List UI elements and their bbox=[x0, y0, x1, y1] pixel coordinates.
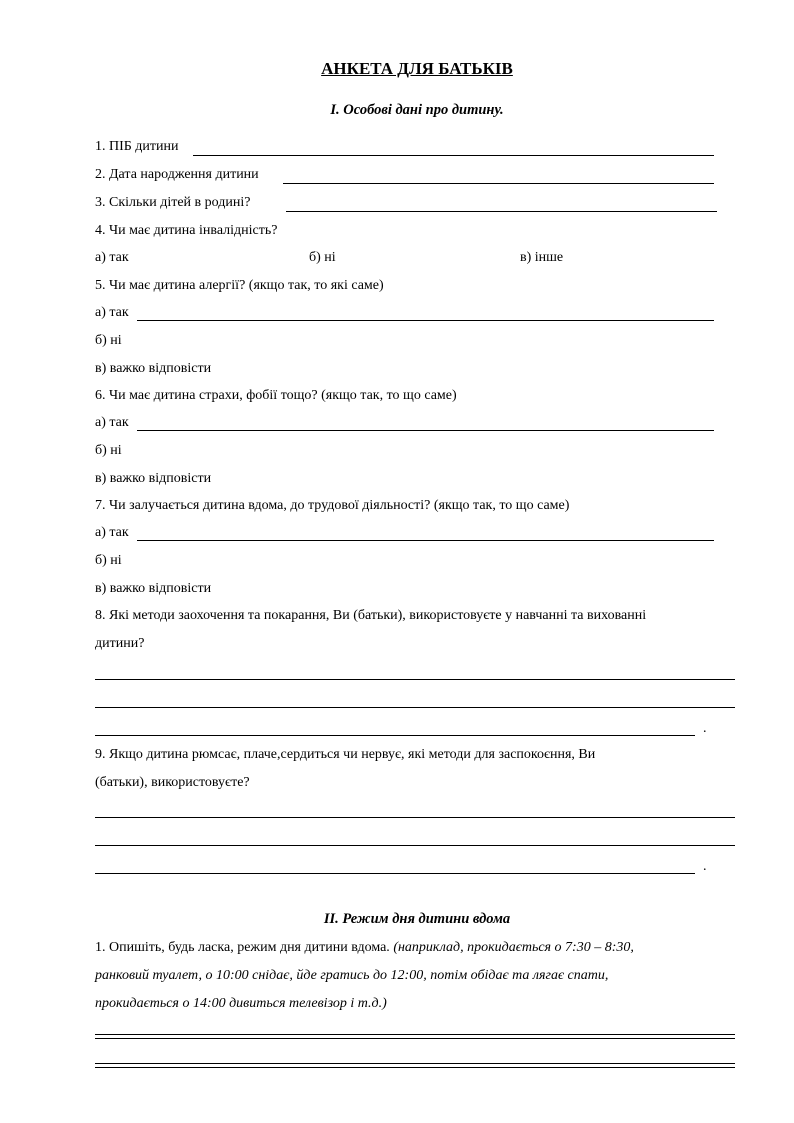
q6-option-yes[interactable]: а) так bbox=[95, 415, 129, 430]
q8-answer-line-1[interactable] bbox=[95, 679, 735, 680]
page-title: АНКЕТА ДЛЯ БАТЬКІВ bbox=[321, 59, 513, 78]
question-4-label: 4. Чи має дитина інвалідність? bbox=[95, 223, 278, 238]
question-2-label: 2. Дата народження дитини bbox=[95, 167, 259, 182]
question-7-label: 7. Чи залучається дитина вдома, до трудової діяльності? (якщо так, то що саме) bbox=[95, 498, 570, 513]
q5-option-no[interactable]: б) ні bbox=[95, 333, 122, 348]
daily-routine-answer-line-2[interactable] bbox=[95, 1063, 735, 1068]
q5-option-hard-to-answer[interactable]: в) важко відповісти bbox=[95, 361, 212, 376]
q4-option-yes[interactable]: а) так bbox=[95, 250, 129, 265]
q8-answer-line-3[interactable] bbox=[95, 735, 695, 736]
question-8-label-line-1: 8. Які методи заохочення та покарання, Ви (батьки), використовуєте у навчанні та вихованні bbox=[95, 608, 647, 623]
question-1-label: 1. ПІБ дитини bbox=[95, 139, 179, 154]
q4-option-other[interactable]: в) інше bbox=[520, 250, 564, 265]
q8-answer-line-2[interactable] bbox=[95, 707, 735, 708]
daily-routine-intro: 1. Опишіть, будь ласка, режим дня дитини вдома. bbox=[95, 940, 390, 955]
question-5-label: 5. Чи має дитина алергії? (якщо так, то які саме) bbox=[95, 278, 384, 293]
q9-end-period: . bbox=[703, 859, 707, 874]
q7-option-hard-to-answer[interactable]: в) важко відповісти bbox=[95, 581, 212, 596]
daily-routine-example-2: ранковий туалет, о 10:00 снідає, йде гратись до 12:00, потім обідає та лягає спати, bbox=[95, 968, 609, 983]
q4-option-no[interactable]: б) ні bbox=[309, 250, 336, 265]
q9-answer-line-3[interactable] bbox=[95, 873, 695, 874]
section-2-heading: II. Режим дня дитини вдома bbox=[323, 911, 511, 927]
question-9-label-line-2: (батьки), використовуєте? bbox=[95, 775, 250, 790]
chores-answer-line[interactable] bbox=[137, 540, 714, 541]
question-6-label: 6. Чи має дитина страхи, фобії тощо? (якщо так, то що саме) bbox=[95, 388, 457, 403]
q9-answer-line-1[interactable] bbox=[95, 817, 735, 818]
question-3-label: 3. Скільки дітей в родині? bbox=[95, 195, 251, 210]
birth-date-answer-line[interactable] bbox=[283, 183, 714, 184]
fears-answer-line[interactable] bbox=[137, 430, 714, 431]
q6-option-no[interactable]: б) ні bbox=[95, 443, 122, 458]
question-8-label-line-2: дитини? bbox=[95, 636, 145, 651]
q6-option-hard-to-answer[interactable]: в) важко відповісти bbox=[95, 471, 212, 486]
children-count-answer-line[interactable] bbox=[286, 211, 717, 212]
daily-routine-example-1: (наприклад, прокидається о 7:30 – 8:30, bbox=[393, 940, 634, 955]
q9-answer-line-2[interactable] bbox=[95, 845, 735, 846]
allergies-answer-line[interactable] bbox=[137, 320, 714, 321]
q7-option-yes[interactable]: а) так bbox=[95, 525, 129, 540]
daily-routine-example-3: прокидається о 14:00 дивиться телевізор і т.д.) bbox=[95, 996, 387, 1011]
q5-option-yes[interactable]: а) так bbox=[95, 305, 129, 320]
daily-routine-question bbox=[95, 939, 634, 957]
section-1-heading: I. Особові дані про дитину. bbox=[330, 102, 504, 118]
daily-routine-answer-line-1[interactable] bbox=[95, 1034, 735, 1039]
question-9-label-line-1: 9. Якщо дитина рюмсає, плаче,сердиться чи нервує, які методи для заспокоєння, Ви bbox=[95, 747, 596, 762]
q8-end-period: . bbox=[703, 721, 707, 736]
child-name-answer-line[interactable] bbox=[193, 155, 714, 156]
q7-option-no[interactable]: б) ні bbox=[95, 553, 122, 568]
